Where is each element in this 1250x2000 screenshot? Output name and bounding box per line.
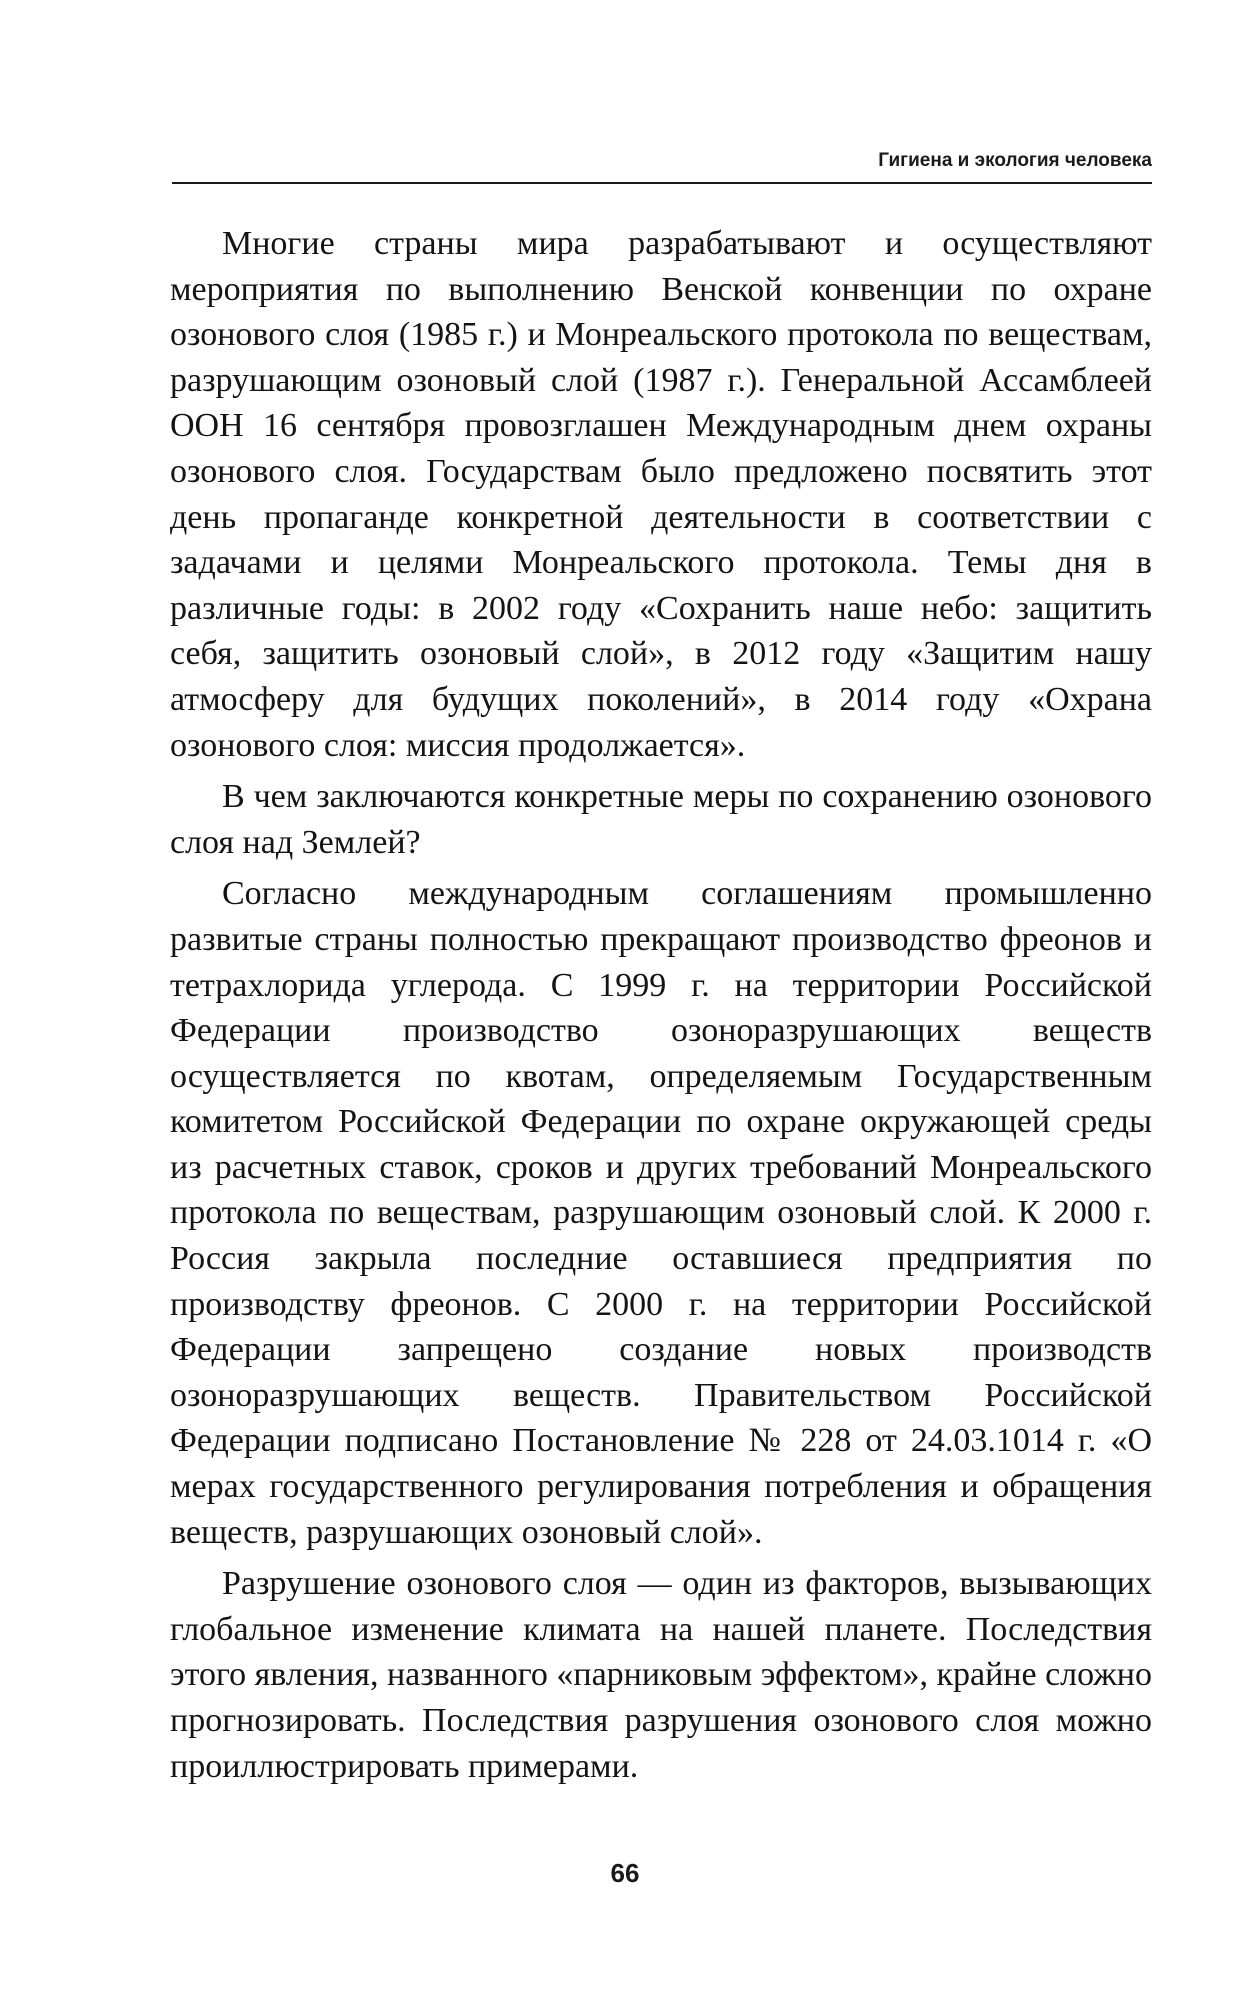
header-rule [172,182,1152,184]
paragraph-2: В чем заключаются конкретные меры по сохранению озонового слоя над Землей? [170,778,1152,861]
body-text [170,221,1152,1789]
paragraph-1: Многие страны мира разрабатывают и осуществляют мероприятия по выполнению Венской конвенции по охране озонового слоя (1985 г.) и Монреальского протокола по веществам, разрушающим озоновый слой (1987 г.). Генеральной Ассамблеей ООН 16 сентября провозглашен Международным днем охраны озонового слоя. Государствам было предложено посвятить этот день пропаганде конкретной деятельности в соответствии с задачами и целями Монреальского протокола. Темы дня в различные годы: в 2002 году «Сохранить наше небо: защитить себя, защитить озоновый слой», в 2012 году «Защитим нашу атмосферу для будущих поколений», в 2014 году «Охрана озонового слоя: миссия продолжается». [170,225,1152,764]
page-number: 66 [610,1858,640,1888]
paragraph-4: Разрушение озонового слоя — один из факторов, вызывающих глобальное изменение климата на нашей планете. Последствия этого явления, названного «парниковым эффектом», крайне сложно прогнозировать. Последствия разрушения озонового слоя можно проиллюстрировать примерами. [170,1565,1152,1785]
paragraph-3: Согласно международным соглашениям промышленно развитые страны полностью прекращают производство фреонов и тетрахлорида углерода. С 1999 г. на территории Российской Федерации производство озоноразрушающих веществ осуществляется по квотам, определяемым Государственным комитетом Российской Федерации по охране окружающей среды из расчетных ставок, сроков и других требований Монреальского протокола по веществам, разрушающим озоновый слой. К 2000 г. Россия закрыла последние оставшиеся предприятия по производству фреонов. С 2000 г. на территории Российской Федерации запрещено создание новых производств озоноразрушающих веществ. Правительством Российской Федерации подписано Постановление № 228 от 24.03.1014 г. «О мерах государственного регулирования потребления и обращения веществ, разрушающих озоновый слой». [170,875,1152,1551]
running-head: Гигиена и экология человека [878,150,1152,171]
